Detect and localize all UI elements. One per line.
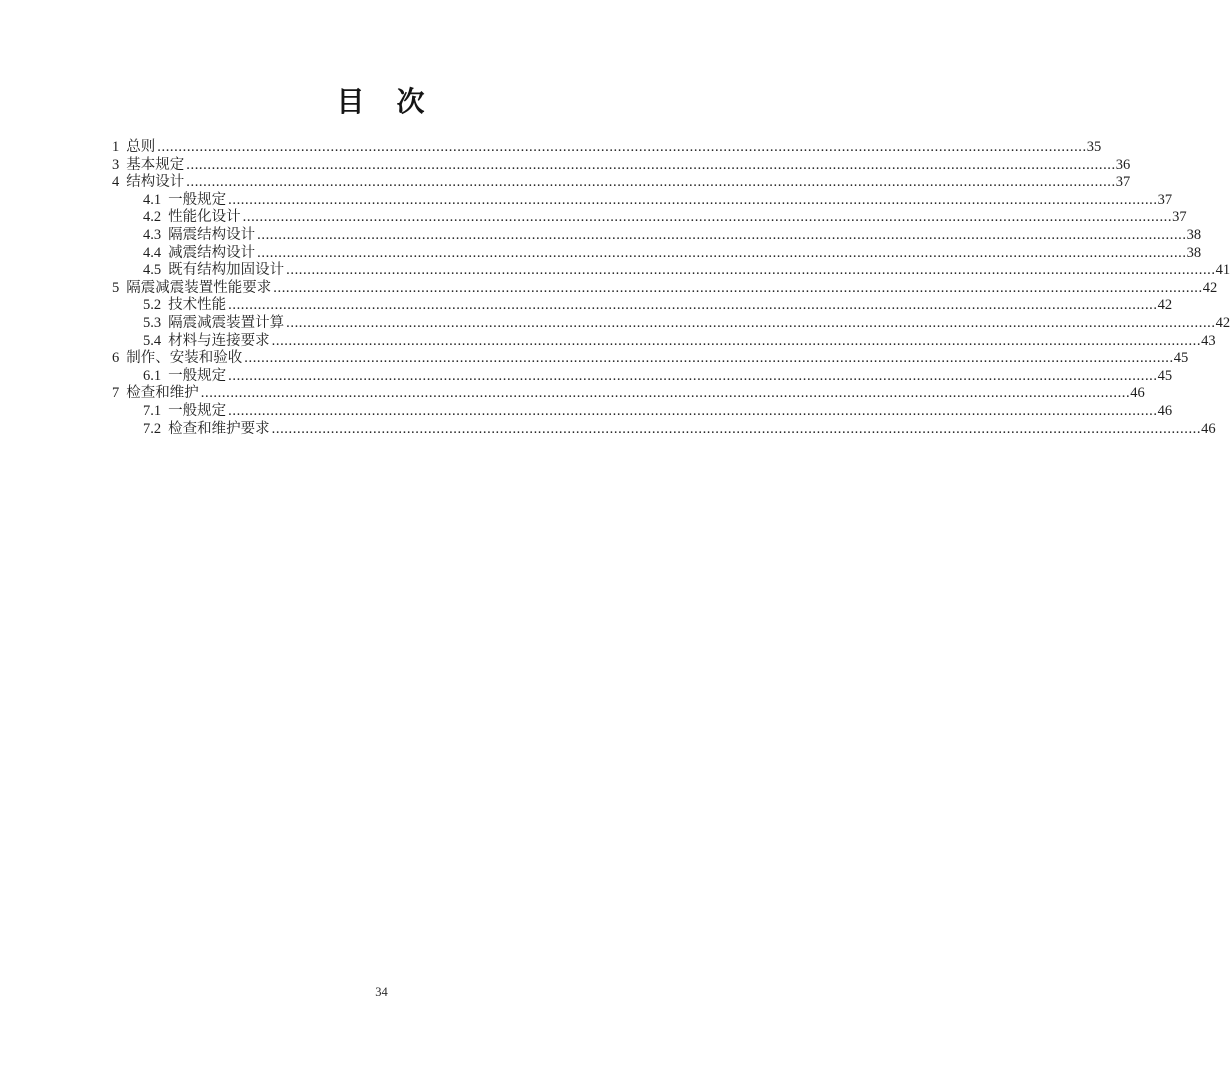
toc-entry-label: 一般规定 (168, 367, 227, 384)
toc-dot-leader: ............................................................................................................................................................................................................................ (228, 191, 1158, 208)
toc-entry-label: 隔震结构设计 (168, 226, 256, 243)
toc-entry-number: 4.4 (143, 244, 162, 261)
toc-entry-number: 5.2 (143, 297, 162, 314)
toc-entry-page: 46 (1130, 385, 1145, 402)
toc-dot-leader: ............................................................................................................................................................................................................................ (228, 297, 1158, 314)
toc-entry-page: 45 (1157, 367, 1173, 384)
toc-entry-number: 1 (112, 139, 120, 155)
toc-entry-number: 6 (112, 350, 120, 367)
toc-entry-page: 37 (1172, 209, 1187, 226)
toc-entry (112, 385, 1145, 403)
toc-entry-number: 4 (112, 174, 120, 191)
toc-entry-number: 3 (112, 156, 120, 173)
toc-list (112, 139, 1230, 438)
toc-entry (112, 191, 1173, 210)
toc-entry-label: 隔震减震装置计算 (168, 314, 285, 331)
toc-entry-number: 4.3 (143, 226, 162, 243)
toc-entry-page: 36 (1115, 156, 1131, 173)
toc-entry-label: 检查和维护要求 (168, 420, 270, 437)
toc-entry (112, 350, 1189, 368)
toc-entry-label: 制作、安装和验收 (126, 350, 243, 367)
toc-entry-number: 4.2 (143, 209, 162, 226)
toc-entry (112, 332, 1216, 351)
toc-entry-label: 性能化设计 (168, 209, 241, 226)
toc-entry-page: 42 (1157, 297, 1173, 314)
toc-entry-label: 技术性能 (168, 297, 227, 314)
toc-dot-leader: ............................................................................................................................................................................................................................ (157, 139, 1087, 155)
toc-entry (112, 139, 1102, 157)
toc-dot-leader: ............................................................................................................................................................................................................................ (273, 279, 1203, 296)
toc-entry-number: 4.5 (143, 262, 162, 279)
toc-entry (112, 420, 1216, 439)
toc-entry (112, 156, 1131, 175)
toc-entry-label: 基本规定 (126, 156, 185, 173)
toc-dot-leader: ............................................................................................................................................................................................................................ (244, 350, 1174, 367)
toc-entry-label: 减震结构设计 (168, 244, 256, 261)
toc-entry-number: 6.1 (143, 367, 162, 384)
toc-entry (112, 402, 1173, 421)
toc-entry (112, 367, 1173, 386)
toc-entry-label: 检查和维护 (126, 385, 199, 402)
toc-entry-number: 7.1 (143, 402, 162, 419)
footer-page-number: 34 (375, 985, 388, 999)
toc-entry-number: 7.2 (143, 420, 162, 437)
toc-entry-label: 一般规定 (168, 402, 227, 419)
toc-entry (112, 262, 1230, 280)
toc-entry-page: 42 (1215, 314, 1230, 331)
toc-dot-leader: ............................................................................................................................................................................................................................ (286, 262, 1216, 279)
toc-entry-label: 隔震减震装置性能要求 (126, 279, 272, 296)
toc-entry-number: 5.3 (143, 314, 162, 331)
toc-entry-page: 42 (1202, 279, 1218, 296)
toc-entry (112, 209, 1187, 227)
toc-entry-page: 37 (1157, 191, 1173, 208)
toc-entry-page: 46 (1201, 420, 1216, 437)
toc-entry (112, 244, 1202, 263)
toc-entry (112, 226, 1202, 245)
toc-dot-leader: ............................................................................................................................................................................................................................ (257, 226, 1187, 243)
toc-dot-leader: ............................................................................................................................................................................................................................ (286, 314, 1216, 331)
toc-dot-leader: ............................................................................................................................................................................................................................ (200, 385, 1131, 402)
toc-entry-page: 41 (1215, 262, 1230, 279)
toc-dot-leader: ............................................................................................................................................................................................................................ (242, 209, 1173, 226)
toc-dot-leader: ............................................................................................................................................................................................................................ (271, 420, 1202, 437)
toc-entry-label: 材料与连接要求 (168, 332, 270, 349)
toc-entry-number: 7 (112, 385, 120, 402)
toc-dot-leader: ............................................................................................................................................................................................................................ (257, 244, 1187, 261)
toc-dot-leader: ............................................................................................................................................................................................................................ (186, 156, 1116, 173)
toc-entry-page: 46 (1157, 402, 1173, 419)
toc-entry-page: 38 (1186, 244, 1202, 261)
toc-entry (112, 297, 1173, 315)
page-title: 目 次 (336, 87, 427, 118)
toc-entry (112, 314, 1230, 333)
toc-dot-leader: ............................................................................................................................................................................................................................ (186, 174, 1116, 191)
toc-entry-page: 37 (1115, 174, 1131, 191)
toc-entry-page: 38 (1186, 226, 1202, 243)
toc-dot-leader: ............................................................................................................................................................................................................................ (271, 332, 1202, 349)
toc-entry (112, 174, 1131, 192)
toc-dot-leader: ............................................................................................................................................................................................................................ (228, 402, 1158, 419)
toc-entry-page: 43 (1201, 332, 1216, 349)
toc-entry-number: 5 (112, 279, 120, 296)
toc-entry-label: 一般规定 (168, 191, 227, 208)
toc-dot-leader: ............................................................................................................................................................................................................................ (228, 367, 1158, 384)
toc-entry-page: 45 (1173, 350, 1189, 367)
toc-entry (112, 279, 1218, 298)
toc-entry-number: 5.4 (143, 332, 162, 349)
toc-entry-label: 既有结构加固设计 (168, 262, 285, 279)
toc-entry-number: 4.1 (143, 191, 162, 208)
toc-entry-label: 总则 (126, 139, 156, 155)
toc-entry-label: 结构设计 (126, 174, 185, 191)
toc-entry-page: 35 (1086, 139, 1102, 155)
